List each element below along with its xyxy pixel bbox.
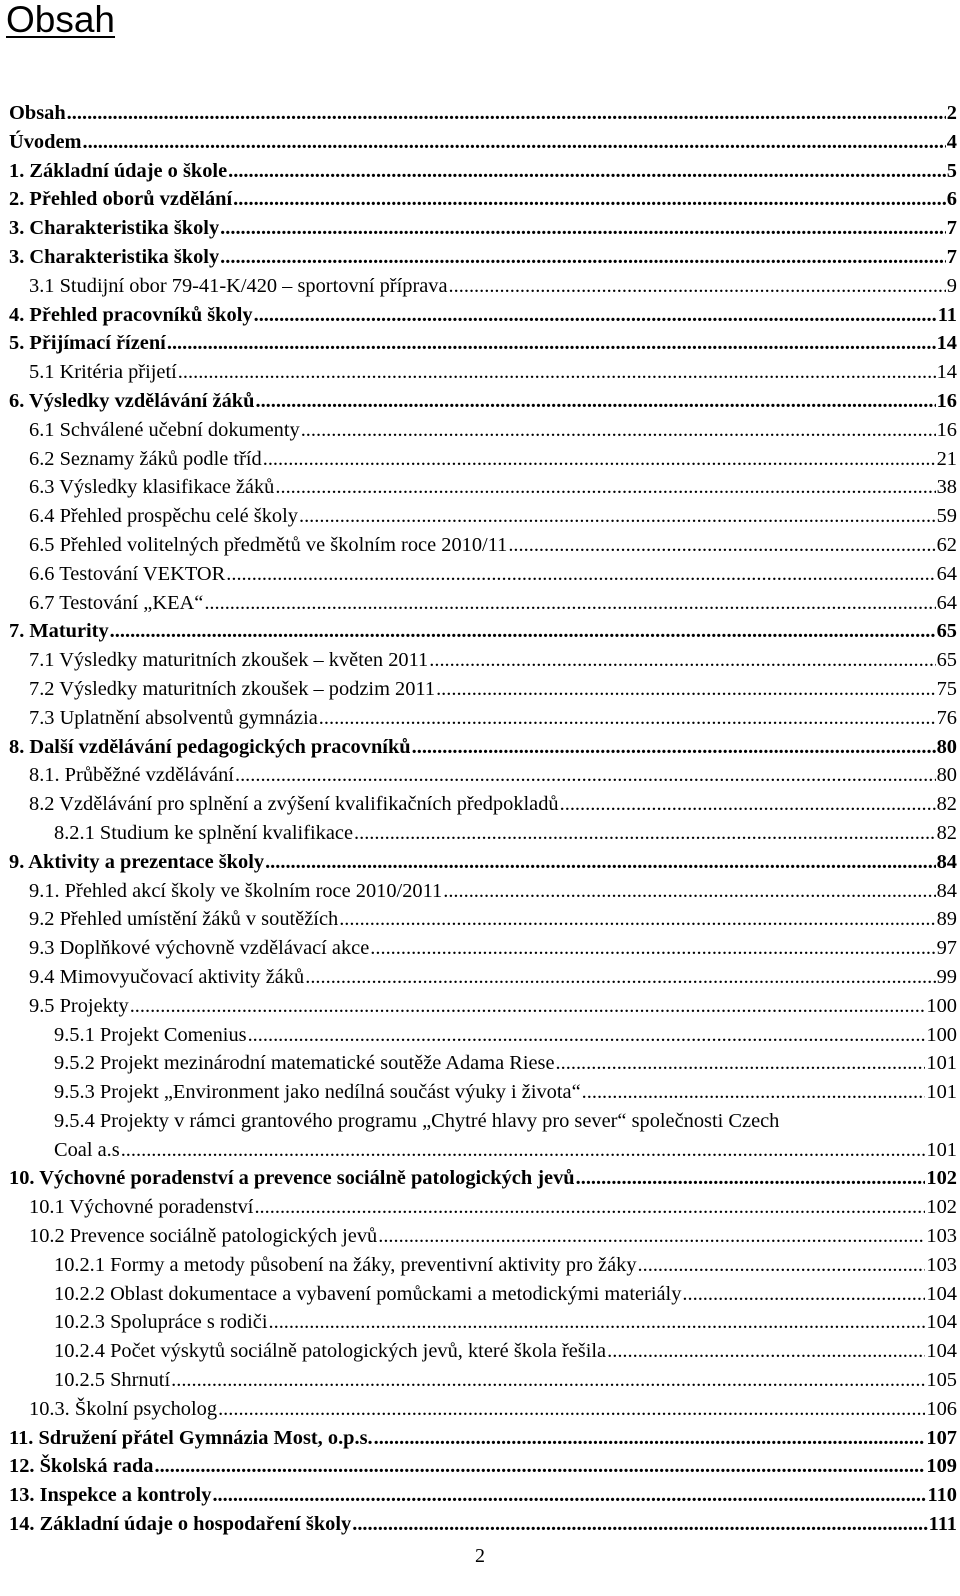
toc-entry[interactable]	[9, 704, 957, 733]
toc-entry-title: 5. Přijímací řízení	[9, 332, 166, 355]
toc-dot-leader	[607, 1337, 925, 1366]
toc-dot-leader	[449, 272, 946, 301]
toc-entry-page: 111	[928, 1513, 957, 1536]
toc-entry-page: 109	[926, 1455, 957, 1478]
toc-dot-leader	[263, 445, 936, 474]
toc-entry-title: 7.1 Výsledky maturitních zkoušek – květen 2011	[29, 649, 429, 672]
toc-dot-leader	[218, 1395, 925, 1424]
toc-entry[interactable]	[9, 905, 957, 934]
toc-dot-leader	[212, 1481, 926, 1510]
toc-dot-leader	[171, 1366, 925, 1395]
toc-dot-leader	[508, 531, 935, 560]
toc-entry-title: Coal a.s	[54, 1138, 120, 1161]
toc-dot-leader	[436, 675, 936, 704]
toc-entry-page: 9	[946, 274, 957, 297]
toc-entry-title: 9.3 Doplňkové výchovně vzdělávací akce	[29, 937, 370, 960]
toc-entry[interactable]	[9, 358, 957, 387]
toc-dot-leader	[178, 358, 936, 387]
toc-entry[interactable]	[9, 733, 957, 762]
toc-entry-page: 99	[936, 965, 957, 988]
toc-dot-leader	[235, 761, 936, 790]
toc-entry-title: 6.6 Testování VEKTOR	[29, 562, 226, 585]
toc-entry-page: 89	[936, 908, 957, 931]
toc-entry[interactable]	[9, 1049, 957, 1078]
toc-entry-title: 6.1 Schválené učební dokumenty	[29, 418, 300, 441]
toc-dot-leader	[582, 1078, 926, 1107]
toc-entry[interactable]	[9, 531, 957, 560]
toc-dot-leader	[429, 646, 935, 675]
toc-entry-page: 82	[936, 821, 957, 844]
toc-entry-title: 6. Výsledky vzdělávání žáků	[9, 389, 255, 412]
toc-entry[interactable]	[9, 243, 957, 272]
toc-dot-leader	[339, 905, 935, 934]
toc-entry[interactable]	[9, 157, 957, 186]
toc-entry-page: 106	[926, 1397, 957, 1420]
toc-entry[interactable]	[9, 992, 957, 1021]
toc-entry-title: 10.2 Prevence sociálně patologických jevů	[29, 1225, 378, 1248]
toc-entry-title: 10. Výchovné poradenství a prevence sociálně patologických jevů	[9, 1167, 575, 1190]
toc-entry[interactable]	[9, 1021, 957, 1050]
toc-entry-page: 80	[936, 735, 957, 758]
toc-dot-leader	[220, 243, 946, 272]
toc-entry-page: 16	[936, 418, 957, 441]
toc-entry-page: 11	[937, 303, 957, 326]
toc-entry[interactable]	[9, 819, 957, 848]
toc-dot-leader	[638, 1251, 926, 1280]
toc-entry-title: 9.5.1 Projekt Comenius	[54, 1023, 247, 1046]
toc-dot-leader	[443, 877, 935, 906]
toc-entry-page: 7	[946, 217, 957, 240]
toc-entry-title: 9.2 Přehled umístění žáků v soutěžích	[29, 908, 339, 931]
toc-dot-leader	[254, 301, 937, 330]
toc-dot-leader	[130, 992, 926, 1021]
toc-entry[interactable]	[9, 934, 957, 963]
toc-entry[interactable]	[9, 1510, 957, 1539]
toc-entry[interactable]	[9, 1107, 957, 1136]
toc-entry[interactable]	[9, 185, 957, 214]
toc-entry[interactable]	[9, 761, 957, 790]
toc-entry[interactable]	[9, 301, 957, 330]
toc-entry[interactable]	[9, 1280, 957, 1309]
toc-entry-title: 10.2.2 Oblast dokumentace a vybavení pomůckami a metodickými materiály	[54, 1282, 682, 1305]
toc-entry-page: 65	[936, 649, 957, 672]
toc-entry-page: 104	[926, 1282, 957, 1305]
toc-entry-page: 102	[926, 1196, 957, 1219]
toc-entry-page: 62	[936, 533, 957, 556]
toc-entry[interactable]	[9, 1481, 957, 1510]
toc-entry-page: 76	[936, 706, 957, 729]
toc-entry-title: 10.2.4 Počet výskytů sociálně patologických jevů, které škola řešila	[54, 1340, 607, 1363]
toc-entry-title: 8. Další vzdělávání pedagogických pracovníků	[9, 735, 411, 758]
toc-entry[interactable]	[9, 589, 957, 618]
toc-entry-page: 100	[926, 994, 957, 1017]
toc-dot-leader	[254, 1193, 925, 1222]
toc-dot-leader	[370, 934, 935, 963]
toc-entry[interactable]	[9, 1337, 957, 1366]
toc-dot-leader	[301, 416, 936, 445]
toc-entry[interactable]	[9, 445, 957, 474]
toc-dot-leader	[255, 387, 935, 416]
toc-entry-page: 5	[946, 159, 957, 182]
toc-dot-leader	[204, 589, 935, 618]
toc-entry-title: 4. Přehled pracovníků školy	[9, 303, 253, 326]
toc-entry-title: 8.1. Průběžné vzdělávání	[29, 764, 234, 787]
page-title: Obsah	[6, 0, 116, 40]
toc-entry-title: 3. Charakteristika školy	[9, 217, 220, 240]
toc-entry[interactable]	[9, 416, 957, 445]
toc-entry-page: 104	[926, 1340, 957, 1363]
toc-entry[interactable]	[9, 128, 957, 157]
toc-entry-title: 3. Charakteristika školy	[9, 245, 220, 268]
toc-dot-leader	[556, 1049, 926, 1078]
toc-entry-page: 97	[936, 937, 957, 960]
toc-entry-page: 21	[936, 447, 957, 470]
toc-entry-page: 105	[926, 1369, 957, 1392]
toc-entry-title: 9.4 Mimovyučovací aktivity žáků	[29, 965, 305, 988]
toc-entry[interactable]	[9, 1136, 957, 1165]
toc-dot-leader	[67, 99, 946, 128]
toc-entry-title: Obsah	[9, 102, 66, 124]
toc-dot-leader	[299, 502, 936, 531]
toc-entry-title: 7. Maturity	[9, 620, 109, 643]
toc-entry[interactable]	[9, 646, 957, 675]
toc-entry-title: 8.2 Vzdělávání pro splnění a zvýšení kvalifikačních předpokladů	[29, 793, 559, 816]
toc-dot-leader	[167, 329, 936, 358]
toc-entry[interactable]	[9, 1308, 957, 1337]
toc-entry-page: 14	[936, 361, 957, 384]
toc-entry-title: 9.1. Přehled akcí školy ve školním roce 2010/2011	[29, 879, 443, 902]
toc-entry[interactable]	[9, 272, 957, 301]
toc-entry-page: 64	[936, 562, 957, 585]
toc-entry-page: 103	[926, 1253, 957, 1276]
toc-entry-page: 6	[946, 188, 957, 211]
toc-entry-page: 59	[936, 505, 957, 528]
toc-entry-page: 65	[936, 620, 957, 643]
toc-entry-page: 101	[926, 1138, 957, 1161]
toc-entry-title: 10.1 Výchovné poradenství	[29, 1196, 254, 1219]
toc-entry[interactable]	[9, 1164, 957, 1193]
toc-entry[interactable]	[9, 1452, 957, 1481]
toc-entry-page: 80	[936, 764, 957, 787]
toc-entry-page: 82	[936, 793, 957, 816]
toc-entry-page: 16	[936, 389, 957, 412]
toc-entry-page: 101	[926, 1052, 957, 1075]
toc-entry-title: 8.2.1 Studium ke splnění kvalifikace	[54, 821, 354, 844]
toc-entry-title: 6.7 Testování „KEA“	[29, 591, 204, 614]
toc-entry-page: 2	[946, 102, 957, 124]
toc-dot-leader	[233, 185, 946, 214]
toc-dot-leader	[220, 214, 946, 243]
toc-entry-page: 64	[936, 591, 957, 614]
toc-entry-title: 9.5.4 Projekty v rámci grantového programu „Chytré hlavy pro sever“ společnosti Czech	[54, 1109, 780, 1132]
toc-entry-page: 110	[927, 1484, 957, 1507]
toc-entry-title: 10.2.5 Shrnutí	[54, 1369, 171, 1392]
toc-entry[interactable]	[9, 848, 957, 877]
toc-entry-title: 6.5 Přehled volitelných předmětů ve školním roce 2010/11	[29, 533, 508, 556]
toc-dot-leader	[83, 128, 946, 157]
toc-entry-title: 6.2 Seznamy žáků podle tříd	[29, 447, 262, 470]
toc-entry-title: 12. Školská rada	[9, 1455, 154, 1478]
toc-dot-leader	[228, 157, 946, 186]
toc-entry[interactable]	[9, 1193, 957, 1222]
toc-entry[interactable]	[9, 502, 957, 531]
toc-dot-leader	[121, 1136, 926, 1165]
toc-entry-title: 9.5.3 Projekt „Environment jako nedílná součást výuky i života“	[54, 1081, 581, 1104]
toc-entry-page: 14	[936, 332, 957, 355]
toc-dot-leader	[354, 819, 936, 848]
toc-entry-title: 5.1 Kritéria přijetí	[29, 361, 177, 384]
toc-dot-leader	[352, 1510, 927, 1539]
toc-dot-leader	[110, 617, 936, 646]
toc-entry-title: 14. Základní údaje o hospodaření školy	[9, 1513, 352, 1536]
toc-entry-page: 107	[926, 1426, 957, 1449]
toc-entry-page: 4	[946, 130, 957, 153]
toc-entry[interactable]	[9, 617, 957, 646]
toc-entry-title: 2. Přehled oborů vzdělání	[9, 188, 233, 211]
toc-dot-leader	[374, 1424, 926, 1453]
toc-entry-page: 101	[926, 1081, 957, 1104]
toc-dot-leader	[248, 1021, 926, 1050]
toc-entry-page: 84	[936, 879, 957, 902]
toc-entry[interactable]	[9, 1366, 957, 1395]
toc-entry[interactable]	[9, 1395, 957, 1424]
toc-dot-leader	[265, 848, 936, 877]
toc-entry-title: 9.5 Projekty	[29, 994, 129, 1017]
toc-entry[interactable]	[9, 1222, 957, 1251]
toc-entry-title: 7.3 Uplatnění absolventů gymnázia	[29, 706, 318, 729]
toc-entry[interactable]	[9, 214, 957, 243]
toc-entry-title: 6.3 Výsledky klasifikace žáků	[29, 476, 275, 499]
toc-dot-leader	[412, 733, 936, 762]
toc-entry-page: 84	[936, 850, 957, 873]
toc-entry-title: 11. Sdružení přátel Gymnázia Most, o.p.s.	[9, 1426, 373, 1449]
toc-entry-page: 75	[936, 677, 957, 700]
toc-entry-page: 38	[936, 476, 957, 499]
toc-entry[interactable]	[9, 99, 957, 128]
toc-dot-leader	[226, 560, 935, 589]
toc-entry-page: 100	[926, 1023, 957, 1046]
table-of-contents	[9, 99, 957, 1539]
toc-entry-title: 13. Inspekce a kontroly	[9, 1484, 212, 1507]
toc-entry[interactable]	[9, 1251, 957, 1280]
toc-dot-leader	[275, 473, 935, 502]
toc-entry-title: 10.2.3 Spolupráce s rodiči	[54, 1311, 268, 1334]
toc-entry-title: 3.1 Studijní obor 79-41-K/420 – sportovní příprava	[29, 274, 448, 297]
toc-entry[interactable]	[9, 675, 957, 704]
toc-dot-leader	[682, 1280, 925, 1309]
toc-entry[interactable]	[9, 560, 957, 589]
toc-dot-leader	[305, 963, 935, 992]
toc-entry[interactable]	[9, 387, 957, 416]
toc-entry-title: Úvodem	[9, 130, 82, 153]
toc-dot-leader	[319, 704, 936, 733]
toc-entry-title: 1. Základní údaje o škole	[9, 159, 228, 182]
toc-entry-page: 104	[926, 1311, 957, 1334]
toc-entry[interactable]	[9, 877, 957, 906]
toc-entry-page: 103	[926, 1225, 957, 1248]
toc-dot-leader	[269, 1308, 926, 1337]
toc-entry-title: 6.4 Přehled prospěchu celé školy	[29, 505, 298, 528]
toc-entry[interactable]	[9, 963, 957, 992]
toc-entry-page: 102	[926, 1167, 957, 1190]
toc-entry-title: 7.2 Výsledky maturitních zkoušek – podzim 2011	[29, 677, 436, 700]
toc-entry-title: 9. Aktivity a prezentace školy	[9, 850, 265, 873]
toc-entry-title: 9.5.2 Projekt mezinárodní matematické soutěže Adama Riese	[54, 1052, 555, 1075]
toc-dot-leader	[560, 790, 936, 819]
toc-dot-leader	[154, 1452, 925, 1481]
page-number: 2	[475, 1545, 485, 1567]
toc-entry[interactable]	[9, 1424, 957, 1453]
toc-entry[interactable]	[9, 1078, 957, 1107]
toc-entry[interactable]	[9, 329, 957, 358]
toc-entry[interactable]	[9, 473, 957, 502]
toc-dot-leader	[576, 1164, 926, 1193]
toc-entry[interactable]	[9, 790, 957, 819]
toc-entry-title: 10.3. Školní psycholog	[29, 1397, 218, 1420]
toc-entry-title: 10.2.1 Formy a metody působení na žáky, preventivní aktivity pro žáky	[54, 1253, 637, 1276]
toc-entry-page: 7	[946, 245, 957, 268]
toc-dot-leader	[378, 1222, 925, 1251]
